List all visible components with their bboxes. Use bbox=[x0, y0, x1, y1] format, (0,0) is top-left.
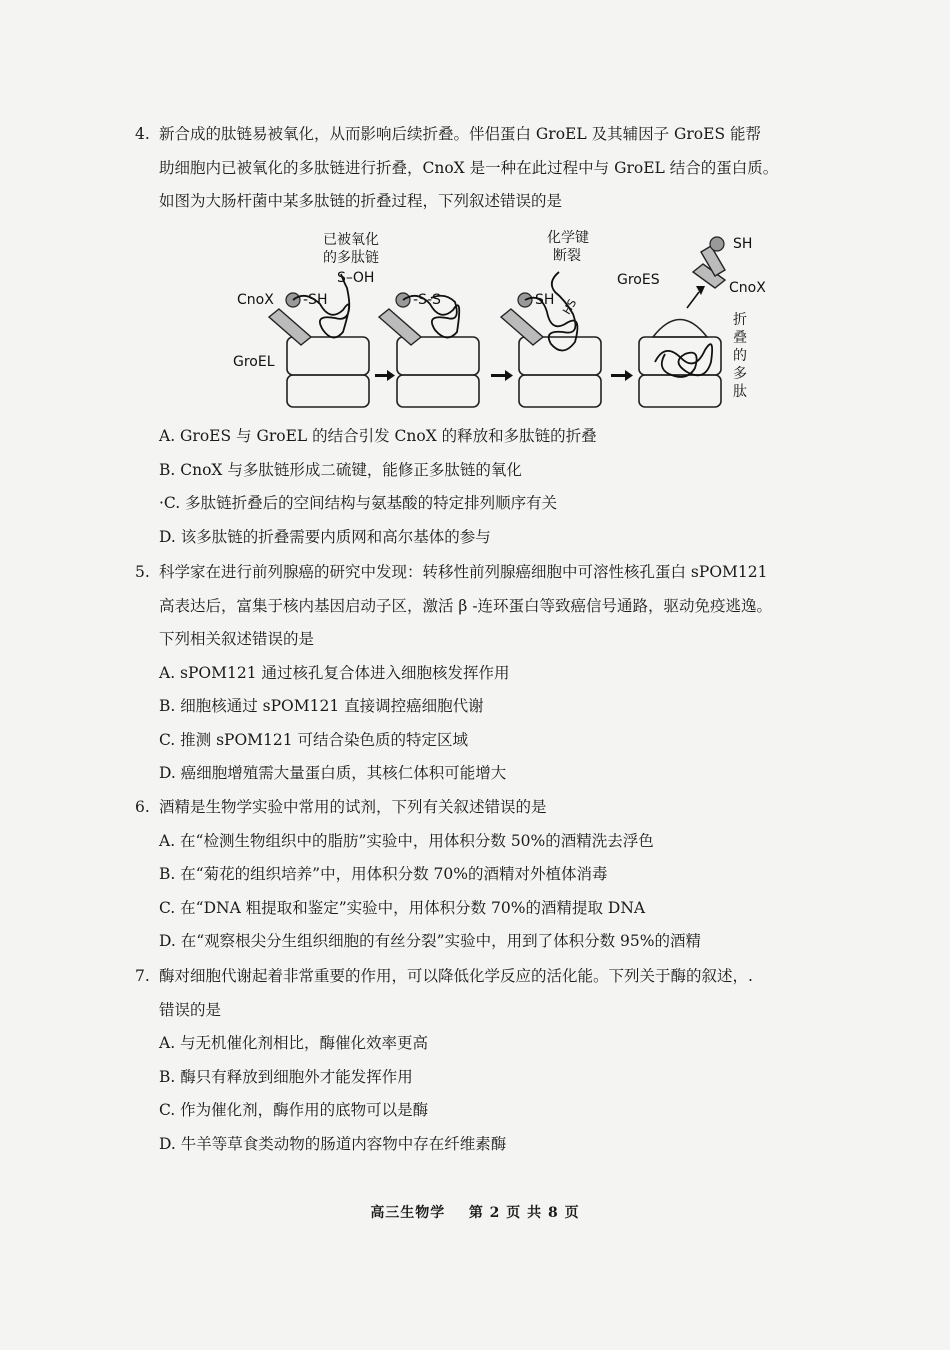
folding-process-figure bbox=[225, 222, 785, 417]
groel-barrel-bottom bbox=[397, 375, 479, 407]
option-c: C. 作为催化剂，酶作用的底物可以是酶 bbox=[159, 1101, 429, 1119]
groes-cap bbox=[653, 320, 707, 338]
groel-barrel-bottom bbox=[519, 375, 601, 407]
label-folded-3: 的 bbox=[733, 348, 747, 364]
option-a: A. GroES 与 GroEL 的结合引发 CnoX 的释放和多肽链的折叠 bbox=[159, 427, 597, 445]
label-s-oh: S–OH bbox=[337, 270, 375, 286]
question-5-stem-line: 高表达后，富集于核内基因启动子区，激活 β -连环蛋白等致癌信号通路，驱动免疫逃逸。 bbox=[159, 596, 773, 615]
option-c: C. 推测 sPOM121 可结合染色质的特定区域 bbox=[159, 730, 469, 749]
option-c: ·C. 多肽链折叠后的空间结构与氨基酸的特定排列顺序有关 bbox=[159, 494, 558, 512]
option-c: C. 在“DNA 粗提取和鉴定”实验中，用体积分数 70%的酒精提取 DNA bbox=[159, 898, 646, 917]
question-5-stem-line: 5. 科学家在进行前列腺癌的研究中发现：转移性前列腺癌细胞中可溶性核孔蛋白 sPOM121 bbox=[135, 556, 855, 590]
option-d: D. 牛羊等草食类动物的肠道内容物中存在纤维素酶 bbox=[159, 1134, 507, 1153]
question-6-stem-line: 6. 酒精是生物学实验中常用的试剂，下列有关叙述错误的是 bbox=[135, 791, 855, 825]
label-folded-5: 肽 bbox=[733, 384, 747, 400]
page-footer bbox=[0, 1202, 950, 1222]
label-groes: GroES bbox=[617, 272, 660, 288]
question-4-stem-line: 4. 新合成的肽链易被氧化，从而影响后续折叠。伴侣蛋白 GroEL 及其辅因子 GroES 能帮 bbox=[135, 118, 855, 152]
question-4-stem-line: 如图为大肠杆菌中某多肽链的折叠过程，下列叙述错误的是 bbox=[159, 192, 563, 210]
option-b: B. CnoX 与多肽链形成二硫键，能修正多肽链的氧化 bbox=[159, 460, 522, 479]
label-oxidized-1: 已被氧化 bbox=[323, 232, 379, 248]
question-number: 4. bbox=[135, 125, 150, 143]
option-b: B. 细胞核通过 sPOM121 直接调控癌细胞代谢 bbox=[159, 697, 484, 715]
label-bond-1: 化学键 bbox=[547, 230, 589, 246]
question-7-stem-line: 错误的是 bbox=[159, 1000, 222, 1019]
label-oxidized-2: 的多肽链 bbox=[323, 250, 379, 266]
question-4-options bbox=[135, 420, 855, 554]
label-ss: -S-S bbox=[413, 292, 441, 308]
label-folded-4: 多 bbox=[733, 366, 747, 382]
question-number: 7. bbox=[135, 967, 150, 985]
label-cnox-right: CnoX bbox=[729, 280, 766, 296]
option-d: D. 该多肽链的折叠需要内质网和高尔基体的参与 bbox=[159, 527, 491, 546]
option-a: A. 与无机催化剂相比，酶催化效率更高 bbox=[159, 1034, 429, 1052]
cnox-rod bbox=[501, 309, 543, 345]
label-cnox: CnoX bbox=[237, 292, 274, 308]
label-sh: -SH bbox=[303, 292, 328, 308]
question-number: 5. bbox=[135, 563, 150, 581]
option-b: B. 酶只有释放到细胞外才能发挥作用 bbox=[159, 1067, 413, 1086]
cnox-rod bbox=[379, 309, 421, 345]
question-7-stem-line: 7. 酶对细胞代谢起着非常重要的作用，可以降低化学反应的活化能。下列关于酶的叙述，. bbox=[135, 960, 855, 994]
label-folded-2: 叠 bbox=[733, 330, 747, 346]
label-folded-1: 折 bbox=[733, 312, 747, 328]
label-sh-right: SH bbox=[733, 236, 753, 252]
option-a: A. sPOM121 通过核孔复合体进入细胞核发挥作用 bbox=[159, 663, 510, 682]
label-sh-bond: SH bbox=[535, 292, 555, 308]
question-7 bbox=[135, 960, 855, 1161]
cnox-rod bbox=[269, 309, 311, 345]
option-d: D. 癌细胞增殖需大量蛋白质，其核仁体积可能增大 bbox=[159, 764, 507, 782]
folded-polypeptide bbox=[655, 344, 712, 377]
groel-barrel-bottom bbox=[639, 375, 721, 407]
question-6 bbox=[135, 791, 855, 959]
option-a: A. 在“检测生物组织中的脂肪”实验中，用体积分数 50%的酒精洗去浮色 bbox=[159, 831, 654, 850]
option-d: D. 在“观察根尖分生组织细胞的有丝分裂”实验中，用到了体积分数 95%的酒精 bbox=[159, 932, 701, 950]
label-bond-2: 断裂 bbox=[553, 248, 581, 264]
question-4-stem-line: 助细胞内已被氧化的多肽链进行折叠，CnoX 是一种在此过程中与 GroEL 结合的蛋白质。 bbox=[159, 158, 779, 177]
option-b: B. 在“菊花的组织培养”中，用体积分数 70%的酒精对外植体消毒 bbox=[159, 865, 608, 883]
footer-subject: 高三生物学 bbox=[370, 1205, 446, 1221]
groel-barrel-bottom bbox=[287, 375, 369, 407]
question-5-stem-line: 下列相关叙述错误的是 bbox=[159, 630, 315, 648]
cnox-head bbox=[710, 237, 724, 251]
label-hs-small: HS bbox=[560, 296, 580, 317]
footer-page-number: 第 2 页 共 8 页 bbox=[468, 1205, 580, 1221]
question-number: 6. bbox=[135, 798, 150, 816]
question-4 bbox=[135, 118, 855, 219]
question-5 bbox=[135, 556, 855, 791]
label-groel: GroEL bbox=[233, 354, 275, 370]
